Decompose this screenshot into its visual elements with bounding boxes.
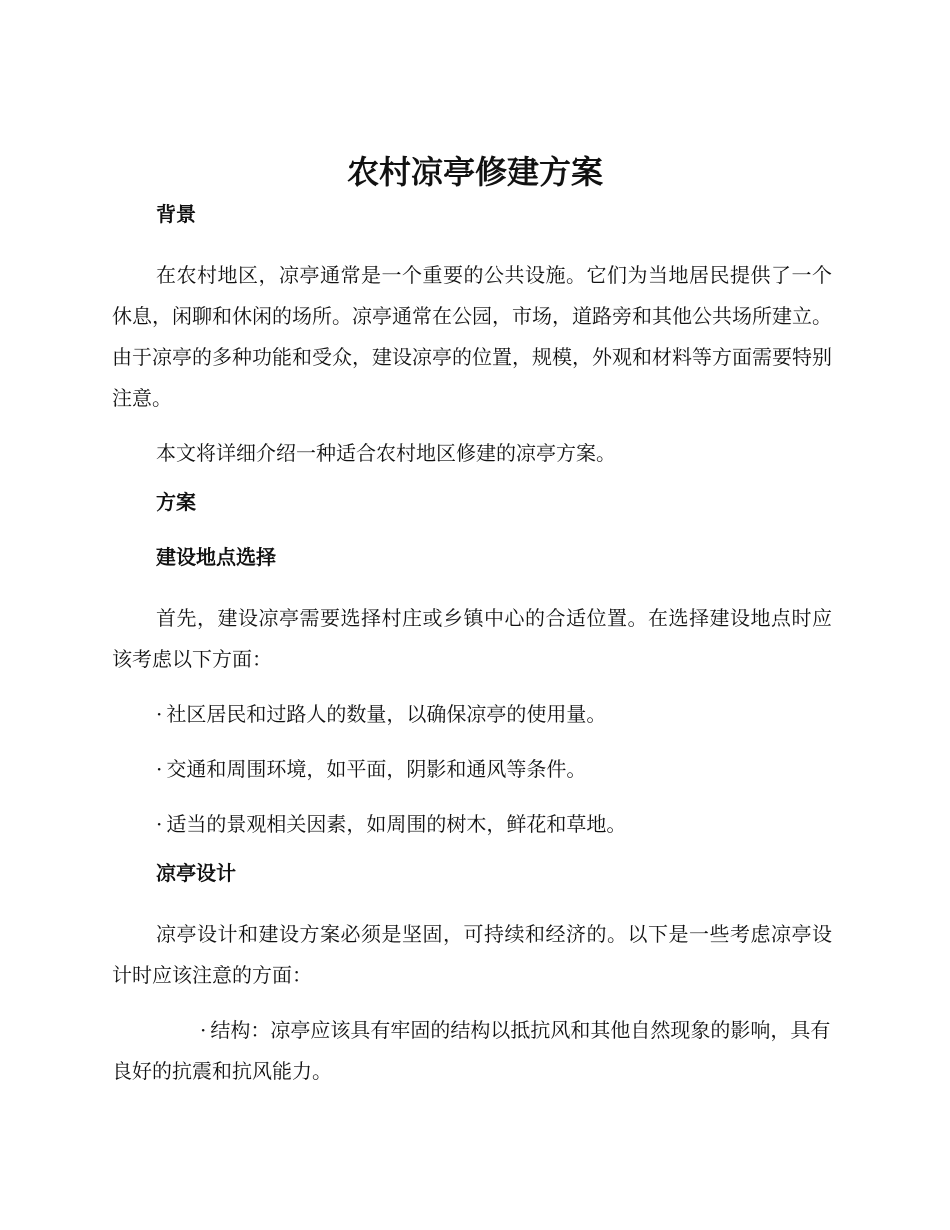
list-item <box>112 749 832 790</box>
list-item-text: 交通和周围环境，如平面，阴影和通风等条件。 <box>166 757 587 781</box>
bullet-icon: · <box>156 812 163 836</box>
bullet-icon: · <box>200 1018 207 1042</box>
list-item <box>112 804 832 845</box>
list-item-text: 结构：凉亭应该具有牢固的结构以抵抗风和其他自然现象的影响，具有良好的抗震和抗风能力。 <box>112 1018 831 1083</box>
bullet-icon: · <box>156 702 163 726</box>
section-heading-pavilion-design: 凉亭设计 <box>156 861 236 885</box>
background-paragraph-1: 在农村地区，凉亭通常是一个重要的公共设施。它们为当地居民提供了一个休息，闲聊和休闲的场所。凉亭通常在公园，市场，道路旁和其他公共场所建立。由于凉亭的多种功能和受众，建设凉亭的位置，规模，外观和材料等方面需要特别注意。 <box>112 263 832 410</box>
list-item <box>112 1010 832 1092</box>
list-item-text: 社区居民和过路人的数量，以确保凉亭的使用量。 <box>166 702 607 726</box>
bullet-icon: · <box>156 757 163 781</box>
background-paragraph-2: 本文将详细介绍一种适合农村地区修建的凉亭方案。 <box>156 441 616 465</box>
design-paragraph-1: 凉亭设计和建设方案必须是坚固，可持续和经济的。以下是一些考虑凉亭设计时应该注意的方面： <box>112 922 832 987</box>
list-item-text: 适当的景观相关因素，如周围的树木，鲜花和草地。 <box>166 812 627 836</box>
document-body <box>112 200 832 1106</box>
section-heading-background: 背景 <box>156 202 196 226</box>
site-paragraph-1: 首先，建设凉亭需要选择村庄或乡镇中心的合适位置。在选择建设地点时应该考虑以下方面： <box>112 606 832 671</box>
list-item <box>112 694 832 735</box>
document-title: 农村凉亭修建方案 <box>346 153 603 191</box>
section-heading-site-selection: 建设地点选择 <box>156 545 276 569</box>
section-heading-plan: 方案 <box>156 490 196 514</box>
